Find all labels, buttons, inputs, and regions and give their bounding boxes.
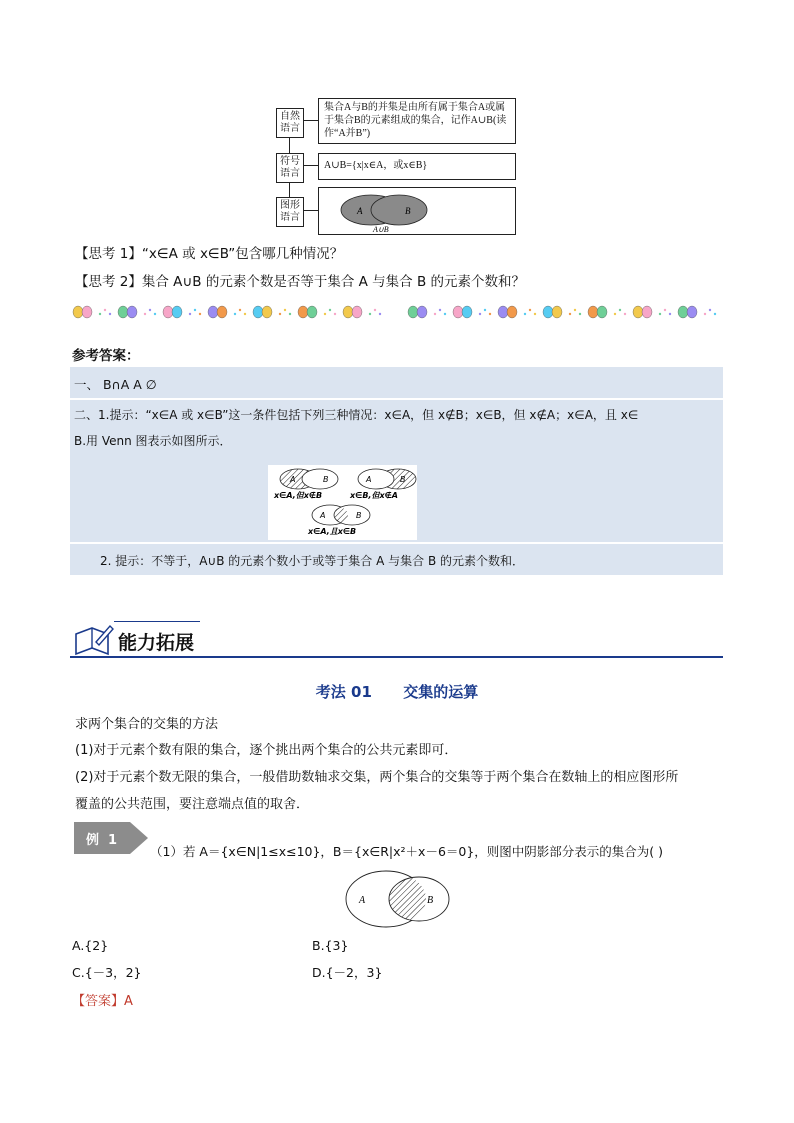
symbol-language-text: A∪B={x|x∈A，或x∈B}	[324, 160, 428, 171]
option-d[interactable]: D.{－2，3}	[312, 965, 383, 980]
symbol-language-box	[318, 153, 516, 180]
label-natural-language	[276, 108, 304, 138]
label-text: 符号 语言	[280, 156, 300, 179]
book-icon	[72, 620, 116, 660]
graphic-language-box	[318, 187, 516, 235]
reference-answer-title: 参考答案：	[72, 348, 140, 364]
case1-label-a: A	[290, 475, 296, 484]
example-venn-diagram	[343, 868, 453, 930]
butterfly-icon	[343, 306, 381, 318]
section-header	[70, 618, 723, 660]
option-b[interactable]: B.{3}	[312, 938, 349, 953]
case2-caption: x∈B,但x∉A	[350, 491, 398, 500]
butterfly-icon	[73, 306, 111, 318]
label-text: 自然 语言	[280, 111, 300, 134]
answer-line-2b: B.用 Venn 图表示如图所示．	[74, 434, 232, 448]
example-venn-svg	[343, 868, 453, 930]
decorative-butterfly-border	[72, 302, 722, 322]
answer-row-1	[70, 367, 723, 398]
answer-line-3: 2. 提示：不等于，A∪B 的元素个数小于或等于集合 A 与集合 B 的元素个数和．	[100, 554, 525, 568]
example-venn-label-b: B	[427, 895, 434, 906]
answer-line-1: 一、 B∩A A ∅	[74, 377, 157, 392]
method-title: 考法 01 交集的运算	[315, 683, 479, 701]
natural-language-text: 集合A与B的并集是由所有属于集合A或属于集合B的元素组成的集合，记作A∪B(读作“A并B”)	[324, 102, 507, 139]
butterfly-icon	[408, 306, 446, 318]
example-venn-label-a: A	[359, 895, 366, 906]
butterfly-icon	[543, 306, 581, 318]
three-cases-venn-svg	[268, 465, 417, 540]
example-answer: 【答案】A	[72, 994, 133, 1009]
three-cases-venn-figure	[268, 465, 417, 540]
thinking-question-2: 【思考 2】集合 A∪B 的元素个数是否等于集合 A 与集合 B 的元素个数和？	[75, 274, 526, 290]
label-graphic-language	[276, 197, 304, 227]
example-tag	[74, 822, 150, 854]
answer-row-2	[70, 400, 723, 542]
case3-label-a: A	[320, 511, 326, 520]
butterfly-icon	[253, 306, 291, 318]
label-text: 图形 语言	[280, 200, 300, 223]
butterfly-icon	[588, 306, 626, 318]
label-symbol-language	[276, 153, 304, 183]
method-point-1: (1)对于元素个数有限的集合，逐个挑出两个集合的公共元素即可．	[75, 743, 458, 758]
answer-row-3	[70, 544, 723, 575]
butterfly-icon	[163, 306, 201, 318]
method-point-2a: (2)对于元素个数无限的集合，一般借助数轴求交集，两个集合的交集等于两个集合在数轴上的相应图形所	[75, 770, 679, 785]
option-c[interactable]: C.{－3，2}	[72, 965, 142, 980]
section-heading: 能力拓展	[118, 632, 195, 654]
butterfly-icon	[298, 306, 336, 318]
venn-label-a: A	[357, 206, 363, 216]
butterfly-icon	[498, 306, 536, 318]
butterfly-icons	[72, 302, 722, 322]
case3-label-b: B	[356, 511, 362, 520]
case1-caption: x∈A,但x∉B	[274, 491, 323, 500]
venn-caption: A∪B	[373, 225, 389, 234]
case2-label-a: A	[366, 475, 372, 484]
case2-label-b: B	[400, 475, 406, 484]
method-point-2b: 覆盖的公共范围，要注意端点值的取舍．	[75, 797, 310, 812]
thinking-question-1: 【思考 1】“x∈A 或 x∈B”包含哪几种情况？	[75, 246, 344, 262]
case3-caption: x∈A,且x∈B	[308, 527, 357, 536]
butterfly-icon	[678, 306, 716, 318]
example-tag-label: 例 1	[86, 833, 118, 848]
butterfly-icon	[453, 306, 491, 318]
option-a[interactable]: A.{2}	[72, 938, 109, 953]
case1-label-b: B	[323, 475, 329, 484]
method-intro: 求两个集合的交集的方法	[75, 717, 219, 732]
butterfly-icon	[208, 306, 246, 318]
union-venn-diagram	[319, 188, 515, 234]
answer-line-2a: 二、1.提示：“x∈A 或 x∈B”这一条件包括下列三种情况：x∈A，但 x∉B；x∈B，但 x∉A；x∈A，且 x∈	[74, 408, 639, 422]
butterfly-icon	[633, 306, 671, 318]
natural-language-box	[318, 98, 516, 144]
example-question: （1）若 A＝{x∈N|1≤x≤10}，B＝{x∈R|x²＋x－6＝0}，则图中阴影部分表示的集合为( )	[150, 844, 664, 859]
venn-label-b: B	[405, 206, 411, 216]
butterfly-icon	[118, 306, 156, 318]
